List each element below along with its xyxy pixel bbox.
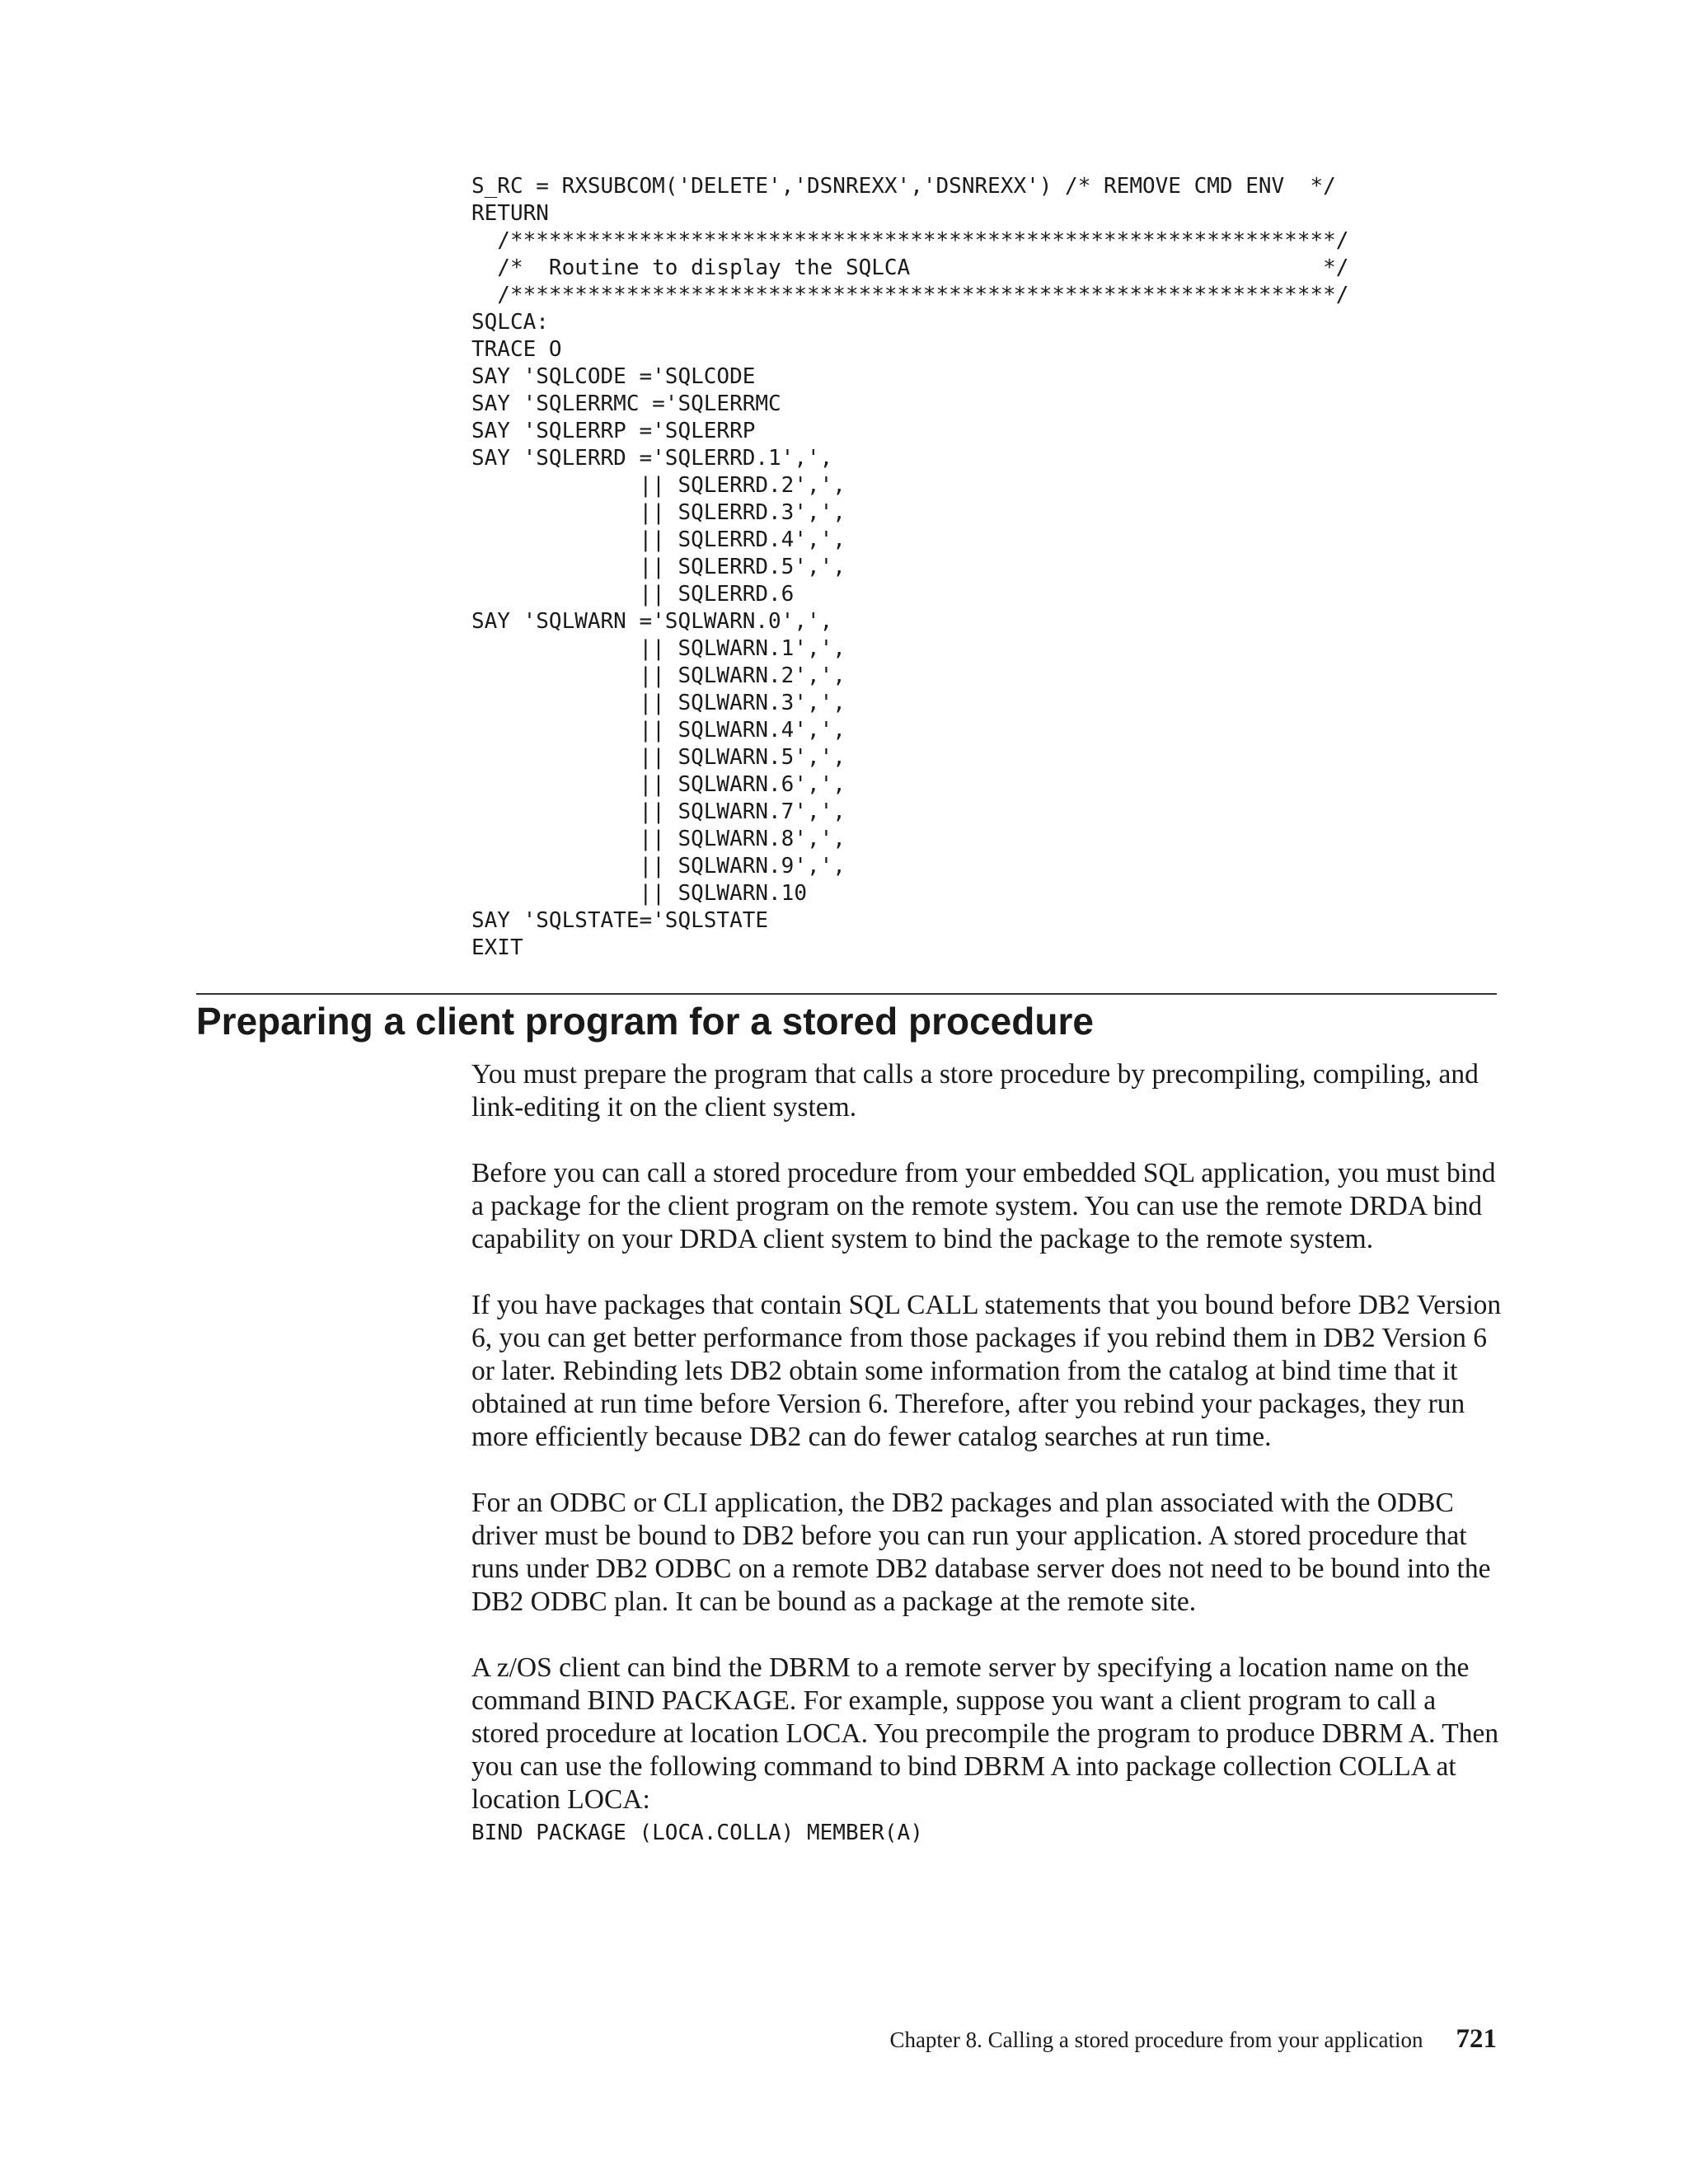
paragraph: If you have packages that contain SQL CALL statements that you bound before DB2 Version 6, you can get better performance from those packages if you rebind them in DB2 Version 6 or later. Rebinding lets DB2 obtain some information from the catalog at bind time that it obtained at run time before Version 6. Therefore, after you rebind your packages, they run more efficiently because DB2 can do fewer catalog searches at run time. — [471, 1290, 1502, 1452]
code-line: SAY 'SQLERRP ='SQLERRP — [471, 419, 756, 443]
code-line: SAY 'SQLWARN ='SQLWARN.0',', — [471, 609, 833, 634]
code-line: || SQLWARN.1',', — [471, 636, 846, 661]
paragraph: For an ODBC or CLI application, the DB2 packages and plan associated with the ODBC driver must be bound to DB2 before you can run your application. A stored procedure that runs under DB2 ODBC on a remote DB2 database server does not need to be bound into the DB2 ODBC plan. It can be bound as a package at the remote site. — [471, 1488, 1491, 1617]
code-line: SAY 'SQLSTATE='SQLSTATE — [471, 908, 769, 933]
code-line: SAY 'SQLERRD ='SQLERRD.1',', — [471, 446, 833, 471]
code-line: || SQLWARN.10 — [471, 881, 807, 906]
code-line: SQLCA: — [471, 310, 549, 335]
footer-chapter-title: Chapter 8. Calling a stored procedure from your application — [889, 2027, 1423, 2052]
paragraph: You must prepare the program that calls a store procedure by precompiling, compiling, and link-editing it on the client system. — [471, 1059, 1479, 1122]
code-line: RETURN — [471, 201, 549, 226]
code-line: || SQLWARN.7',', — [471, 799, 846, 824]
code-line: TRACE O — [471, 337, 562, 362]
code-line: SAY 'SQLCODE ='SQLCODE — [471, 364, 756, 389]
section-heading: Preparing a client program for a stored procedure — [196, 1000, 1094, 1043]
code-line: || SQLWARN.5',', — [471, 745, 846, 770]
code-line: || SQLWARN.8',', — [471, 827, 846, 851]
code-line: SAY 'SQLERRMC ='SQLERRMC — [471, 391, 781, 416]
code-line: || SQLWARN.3',', — [471, 691, 846, 715]
code-line: || SQLWARN.9',', — [471, 854, 846, 879]
code-line: || SQLERRD.5',', — [471, 555, 846, 579]
code-line: EXIT — [471, 935, 523, 960]
code-line: S_RC = RXSUBCOM('DELETE','DSNREXX','DSNREXX') /* REMOVE CMD ENV */ — [471, 174, 1336, 199]
code-line: || SQLERRD.4',', — [471, 527, 846, 552]
section-divider — [196, 993, 1497, 995]
code-line: /* Routine to display the SQLCA */ — [471, 255, 1349, 280]
page-number: 721 — [1456, 2024, 1497, 2054]
paragraph: Before you can call a stored procedure from your embedded SQL application, you must bind a package for the client program on the remote system. You can use the remote DRDA bind capability on your DRDA client system to bind the package to the remote system. — [471, 1158, 1496, 1254]
code-line: || SQLWARN.2',', — [471, 663, 846, 688]
code-line: || SQLERRD.3',', — [471, 500, 846, 525]
code-line: || SQLERRD.2',', — [471, 473, 846, 498]
code-line: || SQLERRD.6 — [471, 582, 795, 607]
rexx-code-listing — [471, 173, 1348, 962]
page-footer — [889, 2024, 1497, 2055]
code-line: || SQLWARN.4',', — [471, 718, 846, 743]
code-line: /****************************************************************/ — [471, 228, 1349, 253]
code-line: || SQLWARN.6',', — [471, 772, 846, 797]
paragraph: A z/OS client can bind the DBRM to a remote server by specifying a location name on the command BIND PACKAGE. For example, suppose you want a client program to call a stored procedure at location LOCA. You precompile the program to produce DBRM A. Then you can use the following command to bind DBRM A into package collection COLLA at location LOCA: — [471, 1652, 1499, 1815]
section-body — [471, 1058, 1502, 1847]
bind-command-example: BIND PACKAGE (LOCA.COLLA) MEMBER(A) — [471, 1821, 923, 1845]
code-line: /****************************************************************/ — [471, 283, 1349, 307]
